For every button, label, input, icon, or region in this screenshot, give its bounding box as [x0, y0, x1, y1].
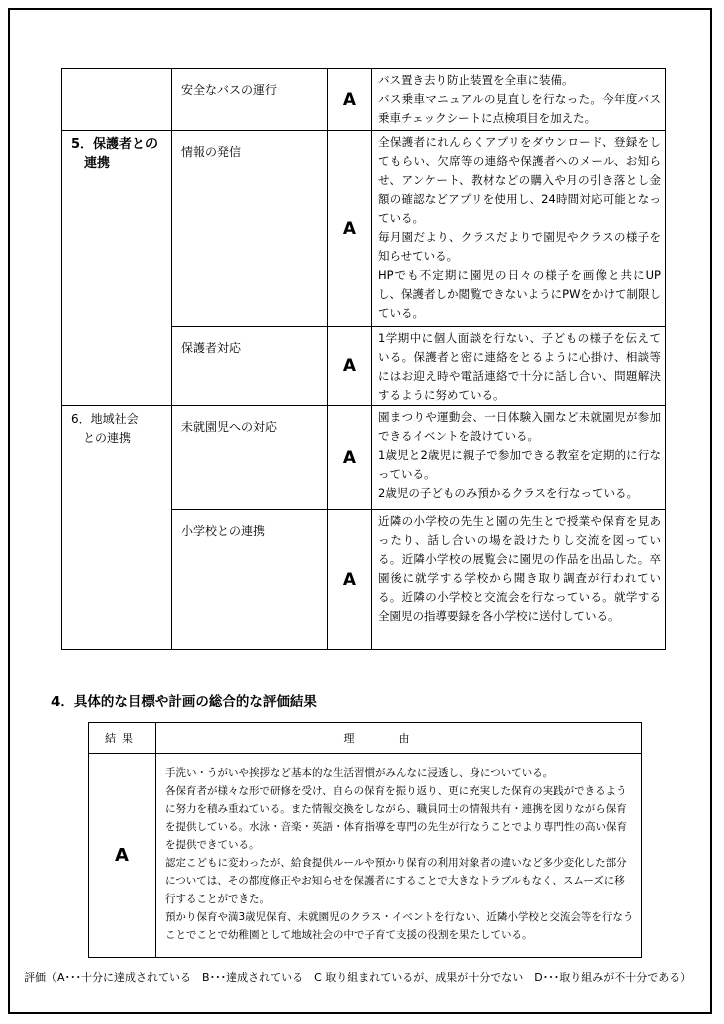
summary-grade-value: A — [115, 845, 129, 866]
summary-grade-cell — [89, 754, 156, 958]
description-text: 1学期中に個人面談を行ない、子どもの様子を伝えている。保護者と密に連絡をとるように心掛け、相談等にはお迎え時や電話連絡で十分に話し合い、問題解決するように努めている。 — [378, 331, 661, 402]
grade-value: A — [342, 569, 357, 590]
item-cell — [172, 406, 328, 510]
grade-value: A — [342, 356, 357, 376]
description-text: 全保護者にれんらくアプリをダウンロード、登録をしてもらい、欠席等の連絡や保護者へのメール、お知らせ、アンケート、教材などの購入や月の引き落とし金額の確認などアプリを使用し、24時間対応可能となっている。 — [378, 135, 661, 225]
table-row — [62, 406, 666, 510]
reason-text: 各保育者が様々な形で研修を受け、自らの保育を振り返り、更に充実した保育の実践ができるように努力を積み重ねている。また情報交換をしながら、職員同士の情報共有・連携を図りながら保育を提供している。水泳・音楽・英語・体育指導を専門の先生が行なうことでより専門性の高い保育を提供できている。 — [165, 785, 627, 851]
grade-cell — [328, 131, 372, 327]
description-text: 2歳児の子どものみ預かるクラスを行なっている。 — [378, 486, 638, 500]
evaluation-legend: 評価（A･･･十分に達成されている B･･･達成されている C 取り組まれているが、成果が十分でない D･･･取り組みが不十分である） — [24, 971, 692, 984]
description-text: バス乗車マニュアルの見直しを行なった。今年度バス乗車チェックシートに点検項目を加えた。 — [378, 92, 661, 125]
grade-cell — [328, 69, 372, 131]
item-cell — [172, 131, 328, 327]
reason-header: 理由 — [156, 723, 642, 754]
grade-value: A — [342, 447, 357, 468]
description-text: 近隣の小学校の先生と園の先生とで授業や保育を見あったり、話し合いの場を設けたりし交流を図っている。近隣小学校の展覧会に園児の作品を出品した。卒園後に就学する学校から聞き取り調査が行われている。近隣の小学校と交流会を行なっている。就学する全園児の指導要録を各小学校に送付している。 — [378, 514, 661, 623]
item-label: 小学校との連携 — [181, 524, 266, 538]
category-cell — [62, 69, 172, 131]
category-label: 6．地域社会 との連携 — [71, 412, 139, 445]
reason-text: 認定こどもに変わったが、給食提供ルールや預かり保育の利用対象者の違いなど多少変化した部分については、その都度修正やお知らせを保護者にすることで大きなトラブルもなく、スムーズに移行することができた。 — [165, 857, 627, 905]
item-cell — [172, 327, 328, 406]
item-label: 保護者対応 — [181, 341, 242, 355]
category-label: 5．保護者との 連携 — [71, 137, 159, 171]
evaluation-table — [61, 68, 666, 650]
description-text: HPでも不定期に園児の日々の様子を画像と共にUPし、保護者しか閲覧できないようにPWをかけて制限している。 — [378, 268, 661, 320]
table-row — [62, 131, 666, 327]
description-text: 毎月園だより、クラスだよりで園児やクラスの様子を知らせている。 — [378, 230, 661, 263]
result-header: 結果 — [89, 723, 156, 754]
grade-cell — [328, 510, 372, 650]
summary-table — [88, 722, 642, 958]
item-cell — [172, 69, 328, 131]
reason-text: 手洗い・うがいや挨拶など基本的な生活習慣がみんなに浸透し、身についている。 — [165, 767, 554, 779]
description-cell — [372, 69, 666, 131]
category-cell — [62, 131, 172, 406]
item-cell — [172, 510, 328, 650]
description-cell — [372, 406, 666, 510]
grade-value: A — [342, 218, 357, 239]
grade-cell — [328, 327, 372, 406]
section-4-heading: 4．具体的な目標や計画の総合的な評価結果 — [51, 694, 317, 710]
description-cell — [372, 131, 666, 327]
item-label: 安全なバスの運行 — [181, 83, 278, 97]
grade-value: A — [342, 89, 357, 110]
item-label: 情報の発信 — [181, 145, 242, 159]
item-label: 未就園児への対応 — [181, 420, 278, 434]
table-row — [62, 69, 666, 131]
description-cell — [372, 327, 666, 406]
description-cell — [372, 510, 666, 650]
grade-cell — [328, 406, 372, 510]
description-text: 園まつりや運動会、一日体験入園など未就園児が参加できるイベントを設けている。 — [378, 410, 661, 443]
description-text: バス置き去り防止装置を全車に装備。 — [378, 73, 574, 87]
category-cell — [62, 406, 172, 650]
description-text: 1歳児と2歳児に親子で参加できる教室を定期的に行なっている。 — [378, 448, 661, 481]
reason-text: 預かり保育や満3歳児保育、未就園児のクラス・イベントを行ない、近隣小学校と交流会等を行なうことでことで幼稚園として地域社会の中で子育て支援の役割を果たしている。 — [165, 911, 634, 941]
summary-reason-cell — [156, 754, 642, 958]
